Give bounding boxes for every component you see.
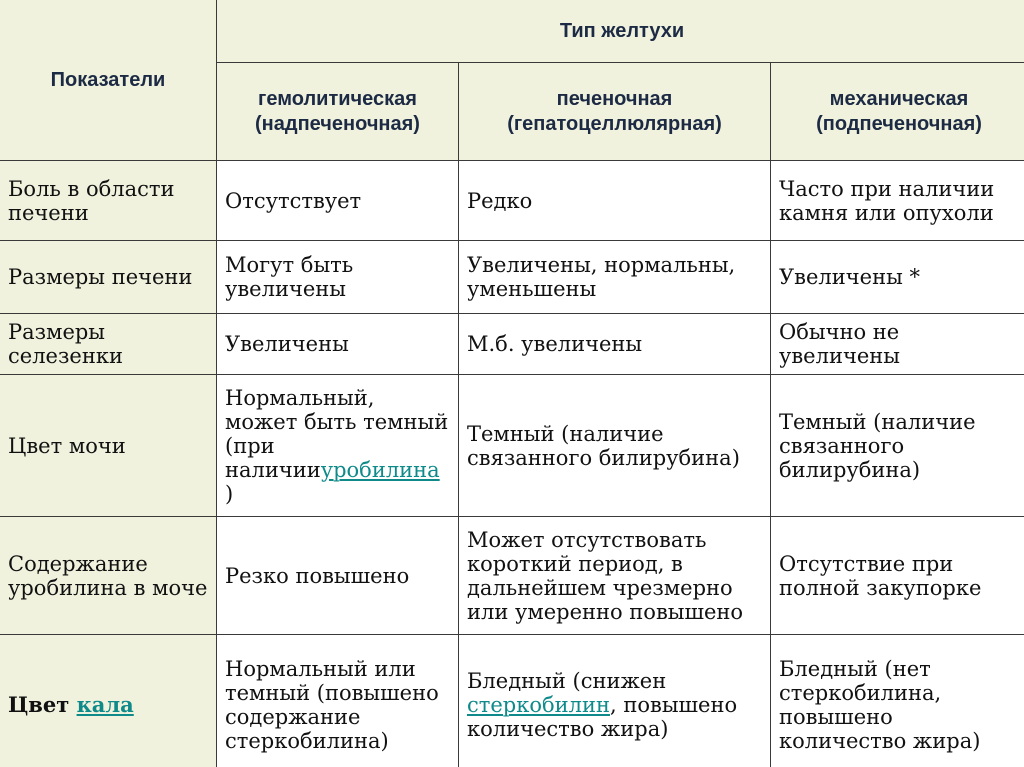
header-hepatic — [459, 63, 771, 161]
cell-hepatic — [459, 635, 771, 767]
header-mechanical — [771, 63, 1024, 161]
cell-hemolytic: Резко повышено — [217, 517, 459, 635]
row-label-urine-color: Цвет мочи — [0, 375, 217, 517]
header-jaundice-type: Тип желтухи — [217, 0, 1024, 63]
cell-hepatic: Темный (наличие связанного билирубина) — [459, 375, 771, 517]
cell-text: Нормальный, может быть темный (при наличии — [225, 385, 449, 482]
cell-mechanical: Бледный (нет стеркобилина, повышено количество жира) — [771, 635, 1024, 767]
urobilin-link[interactable]: уробилина — [320, 457, 440, 482]
cell-hepatic: М.б. увеличены — [459, 314, 771, 375]
row-label-urobilin-urine: Содержание уробилина в моче — [0, 517, 217, 635]
header-hepatic-line2: (гепатоцеллюлярная) — [507, 112, 722, 135]
cell-hepatic: Может отсутствовать короткий период, в дальнейшем чрезмерно или умеренно повышено — [459, 517, 771, 635]
row-label-stool-color — [0, 635, 217, 767]
header-mechanical-line2: (подпеченочная) — [816, 112, 982, 135]
cell-mechanical: Часто при наличии камня или опухоли — [771, 161, 1024, 241]
header-hepatic-line1: печеночная — [556, 87, 673, 110]
cell-hepatic: Редко — [459, 161, 771, 241]
cell-mechanical: Темный (наличие связанного билирубина) — [771, 375, 1024, 517]
table-row — [0, 635, 1024, 767]
table-row — [0, 161, 1024, 241]
row-label-liver-size: Размеры печени — [0, 241, 217, 314]
header-mechanical-line1: механическая — [829, 87, 969, 110]
cell-text-end: , повышено количество жира) — [467, 692, 738, 741]
cell-mechanical: Увеличены * — [771, 241, 1024, 314]
cell-hemolytic: Могут быть увеличены — [217, 241, 459, 314]
cell-hemolytic: Отсутствует — [217, 161, 459, 241]
header-indicators: Показатели — [0, 0, 217, 161]
row-label-text: Цвет — [8, 691, 77, 717]
cell-text-end: ) — [225, 481, 234, 506]
stercobilin-link[interactable]: стеркобилин — [467, 692, 610, 717]
table-row — [0, 241, 1024, 314]
cell-hemolytic: Увеличены — [217, 314, 459, 375]
table-row — [0, 314, 1024, 375]
stool-link[interactable]: кала — [76, 691, 134, 717]
cell-mechanical: Обычно не увеличены — [771, 314, 1024, 375]
cell-hepatic: Увеличены, нормальны, уменьшены — [459, 241, 771, 314]
cell-hemolytic: Нормальный или темный (повышено содержание стеркобилина) — [217, 635, 459, 767]
row-label-liver-pain: Боль в области печени — [0, 161, 217, 241]
row-label-spleen-size: Размеры селезенки — [0, 314, 217, 375]
cell-text: Бледный (снижен — [467, 668, 667, 693]
table-row — [0, 517, 1024, 635]
header-row-top — [0, 0, 1024, 63]
header-hemolytic-line2: (надпеченочная) — [255, 112, 420, 135]
cell-hemolytic — [217, 375, 459, 517]
cell-mechanical: Отсутствие при полной закупорке — [771, 517, 1024, 635]
header-hemolytic — [217, 63, 459, 161]
header-hemolytic-line1: гемолитическая — [258, 87, 417, 110]
table-row — [0, 375, 1024, 517]
